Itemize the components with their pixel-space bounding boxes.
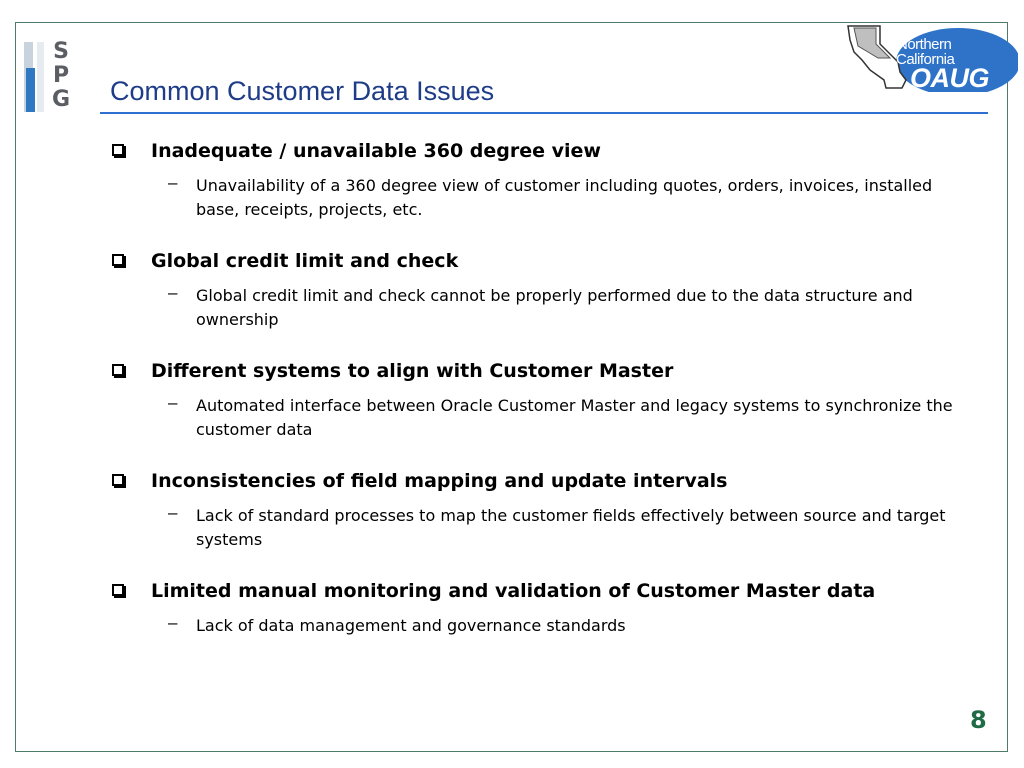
bullet-subtext: Global credit limit and check cannot be properly performed due to the data structure and ownership bbox=[196, 286, 913, 329]
bullet-heading: Inconsistencies of field mapping and update intervals bbox=[151, 470, 728, 492]
checkbox-bullet-icon bbox=[112, 364, 124, 376]
bullet-subtext: Lack of data management and governance standards bbox=[196, 616, 626, 635]
spg-logo-bars bbox=[24, 42, 48, 112]
slide-title: Common Customer Data Issues bbox=[110, 76, 495, 106]
checkbox-bullet-icon bbox=[112, 584, 124, 596]
spg-letter: P bbox=[52, 63, 70, 88]
dash-icon: – bbox=[168, 393, 178, 412]
bullet-heading: Limited manual monitoring and validation of Customer Master data bbox=[151, 580, 876, 602]
checkbox-bullet-icon bbox=[112, 144, 124, 156]
spg-logo bbox=[50, 40, 72, 112]
bullet-heading: Inadequate / unavailable 360 degree view bbox=[151, 140, 601, 162]
spg-letter: S bbox=[53, 39, 69, 64]
bullet-subtext: Unavailability of a 360 degree view of customer including quotes, orders, invoices, installed base, receipts, projects, etc. bbox=[196, 176, 933, 219]
spg-letter: G bbox=[51, 87, 71, 112]
bullet-subtext: Lack of standard processes to map the customer fields effectively between source and target systems bbox=[196, 506, 946, 549]
checkbox-bullet-icon bbox=[112, 254, 124, 266]
oaug-logo bbox=[840, 22, 1018, 92]
oaug-text-line3: OAUG bbox=[910, 63, 989, 93]
bullet-heading: Global credit limit and check bbox=[151, 250, 459, 272]
dash-icon: – bbox=[168, 173, 178, 192]
checkbox-bullet-icon bbox=[112, 474, 124, 486]
dash-icon: – bbox=[168, 503, 178, 522]
slide-frame bbox=[15, 22, 1008, 752]
oaug-text-line1: Northern bbox=[897, 36, 952, 53]
oaug-text-line2: California bbox=[896, 51, 955, 68]
bullet-subtext: Automated interface between Oracle Customer Master and legacy systems to synchronize the customer data bbox=[196, 396, 953, 439]
title-rule bbox=[100, 112, 988, 114]
dash-icon: – bbox=[168, 613, 178, 632]
page-number: 8 bbox=[970, 706, 987, 734]
dash-icon: – bbox=[168, 283, 178, 302]
bullet-heading: Different systems to align with Customer Master bbox=[151, 360, 674, 382]
